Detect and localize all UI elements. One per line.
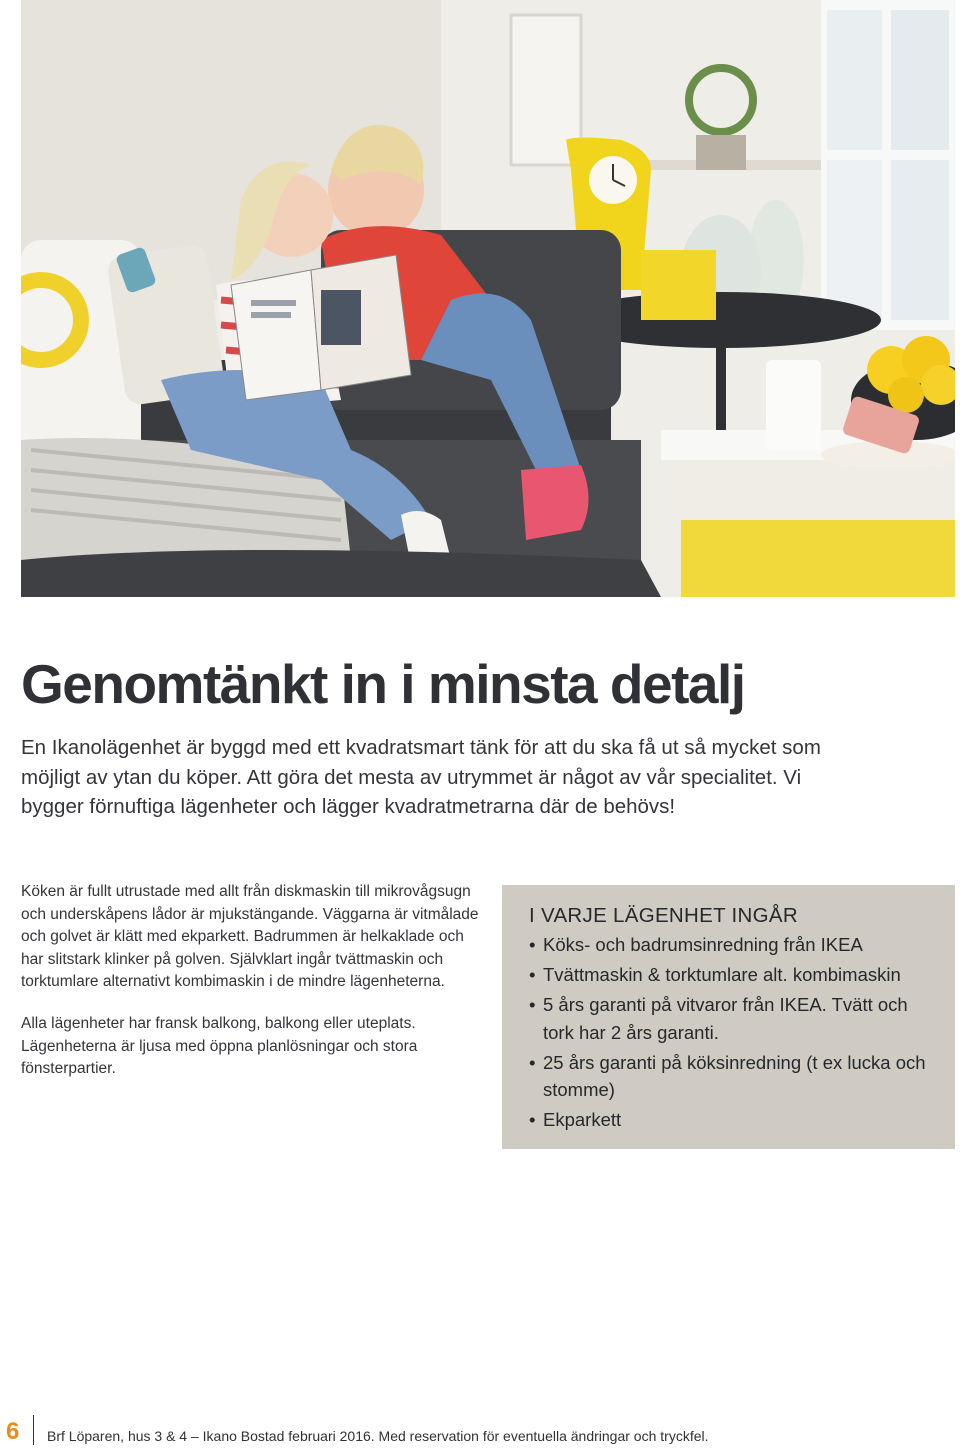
list-item-text: Köks- och badrumsinredning från IKEA — [543, 934, 863, 955]
page-number: 6 — [6, 1418, 20, 1445]
list-item-text: 5 års garanti på vitvaror från IKEA. Tvätt och tork har 2 års garanti. — [543, 994, 908, 1043]
included-features-title: I VARJE LÄGENHET INGÅR — [529, 904, 798, 927]
bullet-icon: • — [529, 994, 536, 1015]
living-room-photo-illustration — [21, 0, 955, 597]
page-title: Genomtänkt in i minsta detalj — [21, 653, 745, 715]
list-item-text: Tvättmaskin & torktumlare alt. kombimaskin — [543, 964, 901, 985]
hero-photo — [21, 0, 955, 597]
bullet-icon: • — [529, 934, 536, 955]
body-paragraph-balcony: Alla lägenheter har fransk balkong, balkong eller uteplats. Lägenheterna är ljusa med öppna planlösningar och stora fönsterpartier. — [21, 1014, 418, 1078]
list-item — [529, 1049, 935, 1104]
bullet-icon: • — [529, 1051, 536, 1073]
included-features-list — [529, 931, 935, 1134]
bullet-icon: • — [529, 964, 536, 985]
list-item — [529, 931, 935, 959]
list-item-text: Ekparkett — [543, 1109, 622, 1130]
list-item — [529, 991, 935, 1046]
list-item — [529, 961, 935, 989]
body-text-column — [21, 881, 486, 1100]
footer-divider — [33, 1415, 34, 1445]
included-features-box — [502, 885, 955, 1149]
footer-text: Brf Löparen, hus 3 & 4 – Ikano Bostad februari 2016. Med reservation för eventuella ändringar och tryckfel. — [47, 1428, 709, 1444]
intro-paragraph: En Ikanolägenhet är byggd med ett kvadratsmart tänk för att du ska få ut så mycket som möjligt av ytan du köper. Att göra det mesta av utrymmet är något av vår specialitet. Vi bygger förnuftiga lägenheter och lägger kvadratmetrarna där de behövs! — [21, 736, 821, 818]
list-item — [529, 1106, 935, 1134]
list-item-text: 25 års garanti på köksinredning (t ex lucka och stomme) — [543, 1051, 926, 1100]
bullet-icon: • — [529, 1109, 536, 1130]
body-paragraph-kitchen: Köken är fullt utrustade med allt från diskmaskin till mikrovågsugn och underskåpens lådor är mjukstängande. Väggarna är vitmålade och golvet är klätt med ekparkett. Badrummen är helkaklade och har slitstark klinker på golven. Självklart ingår tvättmaskin och torktumlare alternativt kombimaskin i de mindre lägenheterna. — [21, 883, 479, 991]
